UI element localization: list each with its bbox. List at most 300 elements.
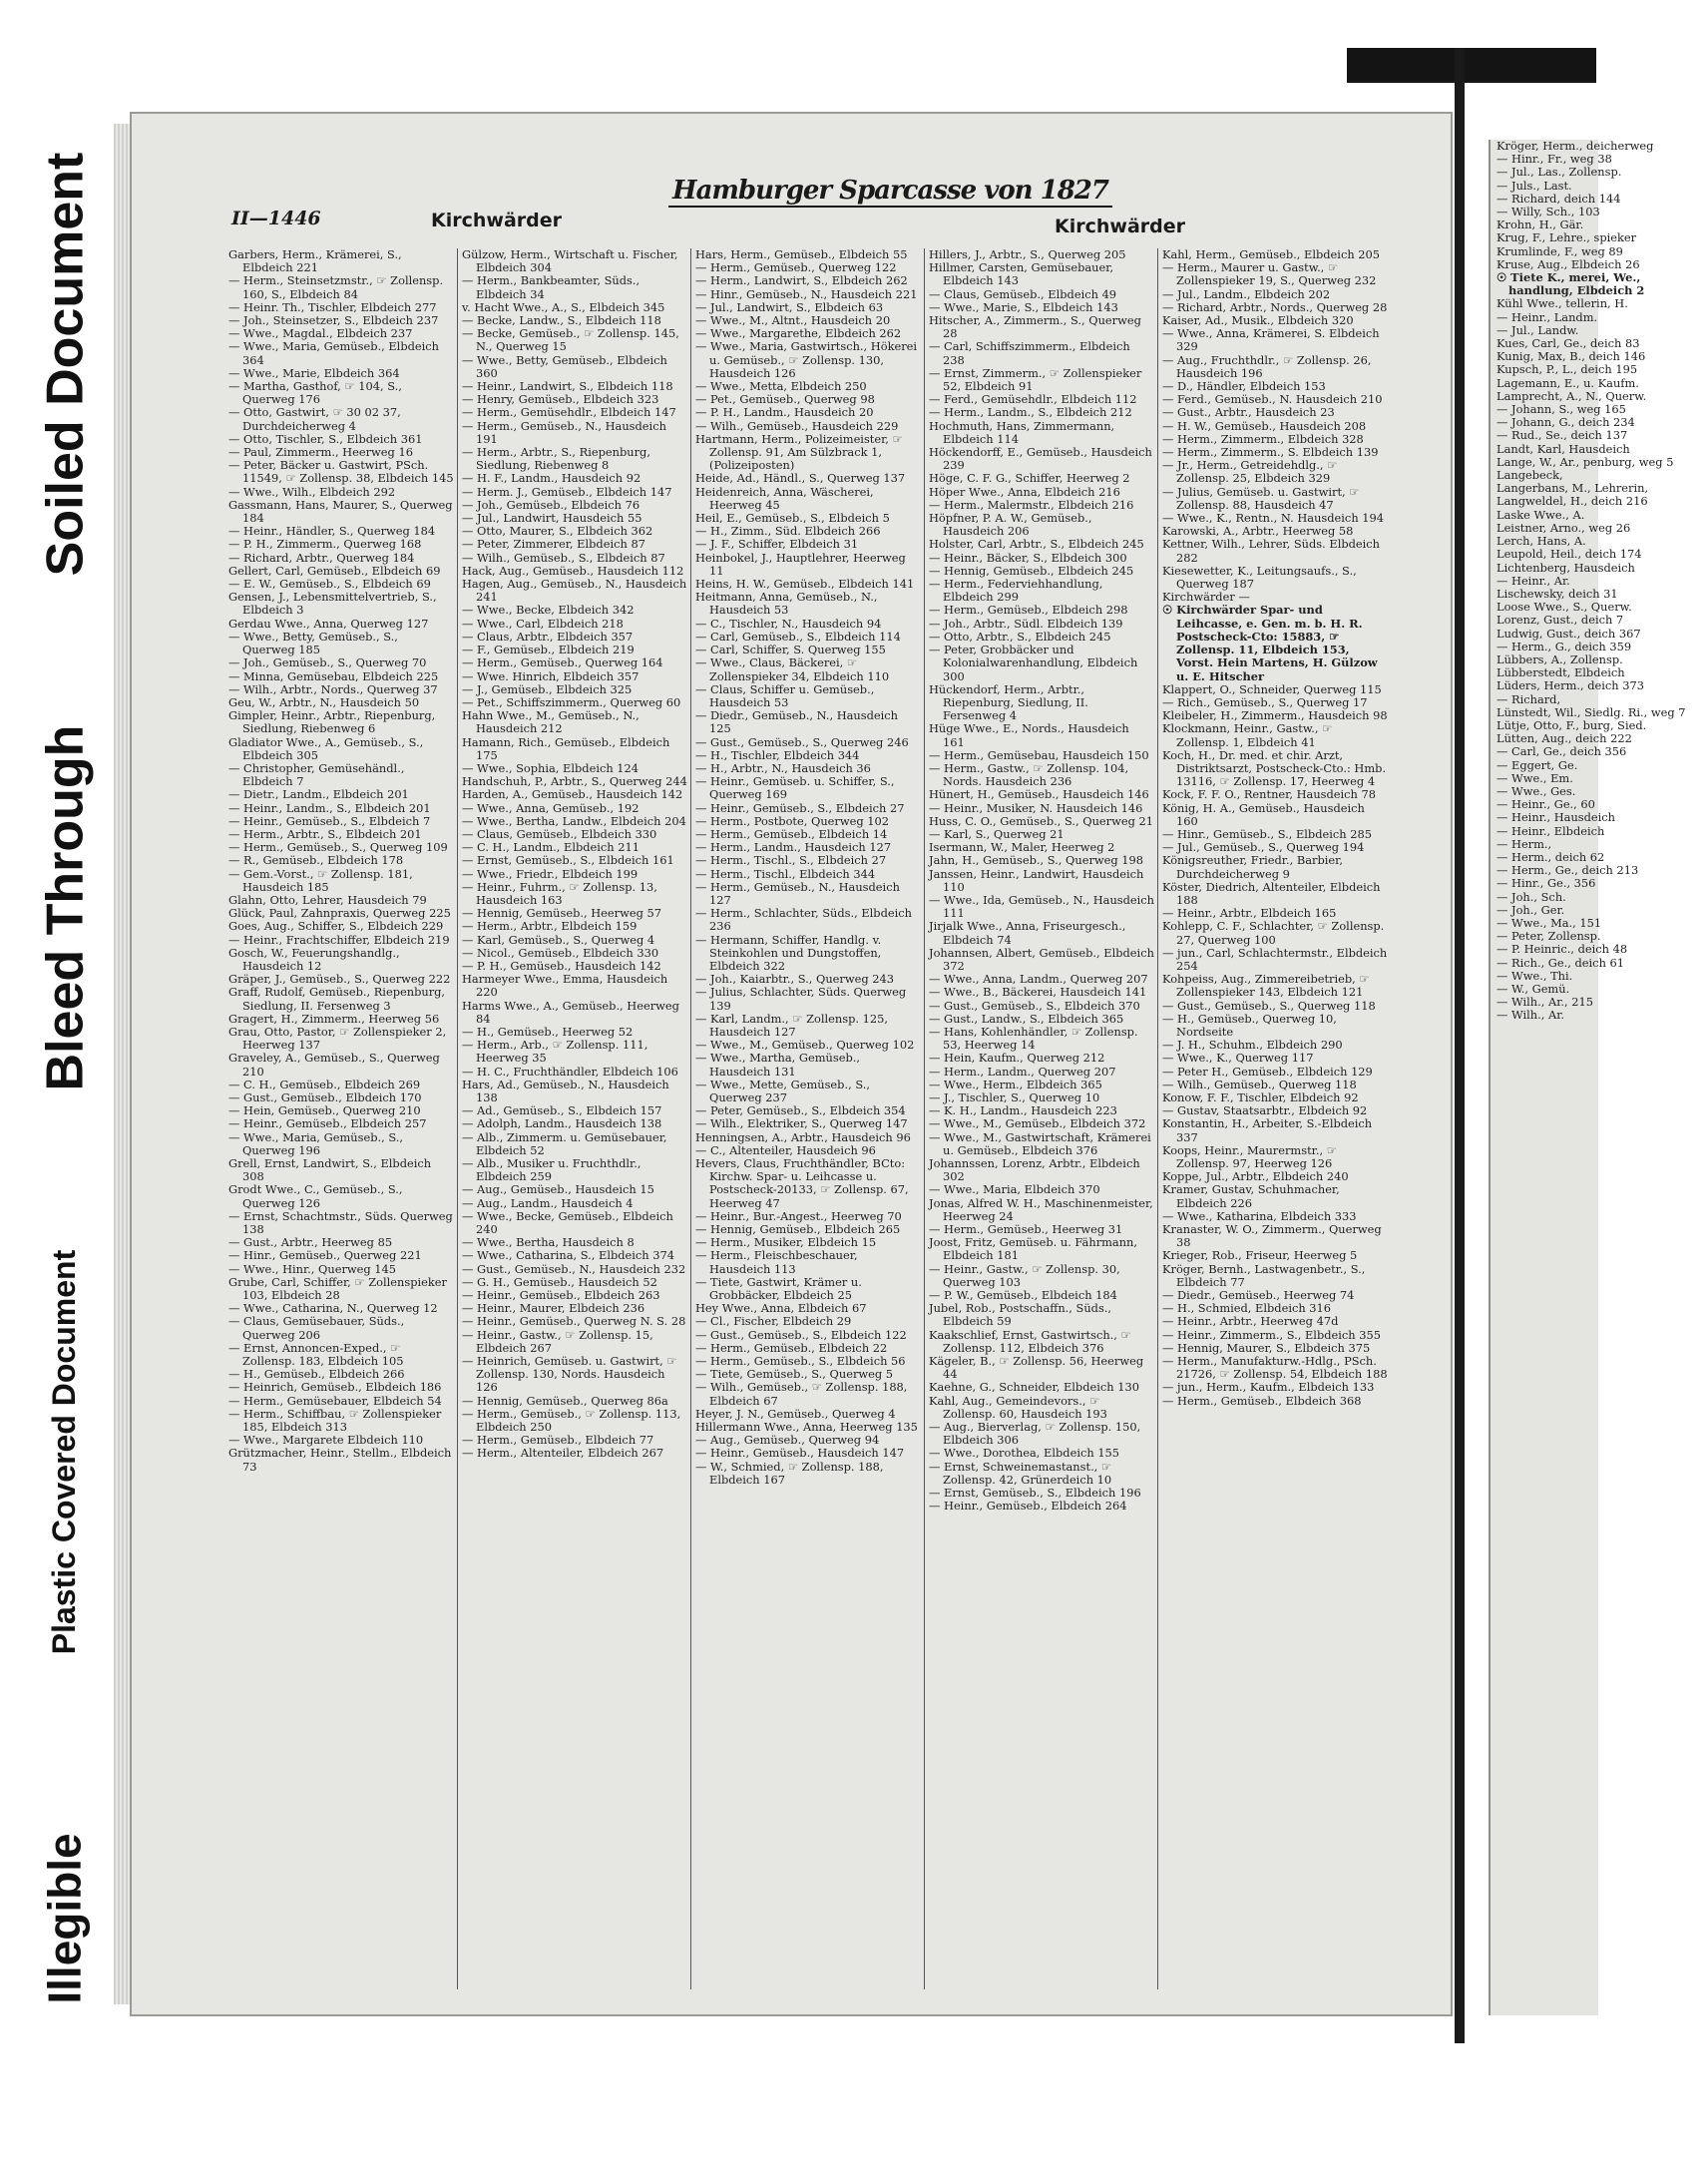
adjacent-page-entry: Kruse, Aug., Elbdeich 26	[1496, 256, 1640, 271]
directory-entry: Jahn, H., Gemüseb., S., Querweg 198	[929, 853, 1144, 868]
directory-entry: — Heinr. Th., Tischler, Elbdeich 277	[228, 299, 437, 314]
directory-entry: Harms Wwe., A., Gemüseb., Heerweg 84	[462, 998, 679, 1026]
directory-entry: — Tiete, Gastwirt, Krämer u. Grobbäcker, Elbdeich 25	[695, 1274, 862, 1303]
directory-entry: — Karl, S., Querweg 21	[929, 826, 1065, 841]
directory-entry: — J. H., Schuhm., Elbdeich 290	[1162, 1038, 1343, 1053]
directory-entry: Heidenreich, Anna, Wäscherei, Heerweg 45	[695, 484, 874, 512]
page-header	[231, 172, 1329, 237]
directory-entry: Königsreuther, Friedr., Barbier, Durchdeicherweg 9	[1162, 853, 1343, 881]
directory-entry: Hack, Aug., Gemüseb., Hausdeich 112	[462, 563, 684, 578]
adjacent-page-entry: Lange, W., Ar., penburg, weg 5	[1496, 454, 1674, 469]
directory-entry: Heinbokel, J., Hauptlehrer, Heerweg 11	[695, 550, 906, 578]
directory-entry: Hünert, H., Gemüseb., Hausdeich 146	[929, 787, 1149, 802]
adjacent-page-entry: Lütten, Aug., deich 222	[1496, 731, 1632, 746]
directory-entry: Grell, Ernst, Landwirt, S., Elbdeich 308	[228, 1156, 432, 1184]
directory-entry: — Wwe., Catharina, S., Elbdeich 374	[462, 1248, 675, 1263]
directory-entry: — Wwe., Betty, Gemüseb., Elbdeich 360	[462, 352, 667, 380]
directory-entry: Janssen, Heinr., Landwirt, Hausdeich 110	[929, 866, 1144, 894]
directory-entry: Glahn, Otto, Lehrer, Hausdeich 79	[228, 892, 427, 907]
directory-entry: Köster, Diedrich, Altenteiler, Elbdeich 188	[1162, 879, 1381, 907]
directory-entry: — Ferd., Gemüsehdlr., Elbdeich 112	[929, 392, 1137, 407]
directory-entry: — Herm., Postbote, Querweg 102	[695, 813, 889, 828]
directory-entry: Joost, Fritz, Gemüseb. u. Fährmann, Elbdeich 181	[929, 1235, 1138, 1263]
directory-entry: — W., Schmied, ☞ Zollensp. 188, Elbdeich 167	[695, 1459, 884, 1487]
directory-entry: — Wwe., M., Gastwirtschaft, Krämerei u. Gemüseb., Elbdeich 376	[929, 1129, 1151, 1157]
adjacent-page-entry: — Heinr., Landm.	[1496, 309, 1598, 324]
directory-entry: — C. H., Landm., Elbdeich 211	[462, 840, 640, 855]
directory-entry: Jonas, Alfred W. H., Maschinenmeister, Heerweg 24	[929, 1195, 1153, 1223]
directory-entry: Harden, A., Gemüseb., Hausdeich 142	[462, 787, 683, 802]
adjacent-page-entry: Lübberstedt, Elbdeich	[1496, 665, 1625, 680]
directory-entry: Höpfner, P. A. W., Gemüseb., Hausdeich 206	[929, 511, 1092, 539]
directory-entry: — Wwe., Bertha, Landw., Elbdeich 204	[462, 813, 686, 828]
directory-entry: — Minna, Gemüsebau, Elbdeich 225	[228, 668, 439, 683]
directory-entry: Hillmer, Carsten, Gemüsebauer, Elbdeich 143	[929, 260, 1114, 288]
directory-entry: — Heinr., Bäcker, S., Elbdeich 300	[929, 550, 1127, 565]
directory-entry: — Herm., Tischl., Elbdeich 344	[695, 866, 876, 881]
directory-entry: — Herm., Arb., ☞ Zollensp. 111, Heerweg 35	[462, 1038, 648, 1066]
directory-entry: — Otto, Gastwirt, ☞ 30 02 37, Durchdeicherweg 4	[228, 405, 401, 433]
directory-entry: — Heinr., Landwirt, S., Elbdeich 118	[462, 379, 673, 394]
adjacent-page-entry: Krug, F., Lehre., spieker	[1496, 230, 1637, 245]
adjacent-page-entry: Kupsch, P., L., deich 195	[1496, 362, 1638, 377]
directory-entry: — Jul., Gemüseb., S., Querweg 194	[1162, 840, 1365, 855]
directory-entry: — Karl, Gemüseb., S., Querweg 4	[462, 932, 655, 947]
adjacent-page-entry: Krumlinde, F., weg 89	[1496, 243, 1623, 258]
directory-entry: — Gust., Arbtr., Heerweg 85	[228, 1235, 393, 1250]
directory-entry: Kahl, Aug., Gemeindevors., ☞ Zollensp. 60, Hausdeich 193	[929, 1393, 1107, 1421]
directory-entry: Heitmann, Anna, Gemüseb., N., Hausdeich 53	[695, 590, 878, 618]
directory-entry: — Wilh., Gemüseb., ☞ Zollensp. 188, Elbdeich 67	[695, 1380, 908, 1408]
directory-entry: — Herm., Gemüseb., Elbdeich 368	[1162, 1393, 1362, 1408]
directory-entry: Hey Wwe., Anna, Elbdeich 67	[695, 1301, 867, 1316]
directory-entry: Konstantin, H., Arbeiter, S.-Elbdeich 337	[1162, 1116, 1373, 1144]
directory-entry: — Claus, Gemüseb., Elbdeich 49	[929, 286, 1117, 301]
directory-entry: — Heinr., Gemüseb., Hausdeich 147	[695, 1446, 905, 1461]
directory-entry: Kranaster, W. O., Zimmerm., Querweg 38	[1162, 1222, 1382, 1250]
directory-entry: — Heinr., Landm., S., Elbdeich 201	[228, 800, 431, 815]
directory-entry: — Gust., Gemüseb., S., Querweg 246	[695, 734, 909, 749]
directory-entry: — H. F., Landm., Hausdeich 92	[462, 471, 641, 486]
directory-entry: — Peter, Zimmerer, Elbdeich 87	[462, 537, 645, 552]
bleed-through-text: Bleed Through	[36, 724, 94, 1091]
directory-entry: — Peter, Grobbäcker und Kolonialwarenhandlung, Elbdeich 300	[929, 643, 1138, 683]
directory-entry: — Wwe., Margarete Elbdeich 110	[228, 1433, 424, 1448]
directory-entry: — Gust., Gemüseb., N., Hausdeich 232	[462, 1261, 686, 1276]
directory-entry: — P. H., Gemüseb., Hausdeich 142	[462, 958, 661, 973]
directory-entry: — Herm., Gemüseb., ☞ Zollensp. 113, Elbdeich 250	[462, 1406, 681, 1435]
directory-entry: Kirchwärder —	[1162, 590, 1250, 605]
directory-entry: — Aug., Gemüseb., Hausdeich 15	[462, 1182, 654, 1197]
directory-entry: Koops, Heinr., Maurermstr., ☞ Zollensp. 97, Heerweg 126	[1162, 1142, 1337, 1171]
directory-entry: — Herm., Gastw., ☞ Zollensp. 104, Nords. Hausdeich 236	[929, 760, 1129, 789]
directory-entry: — Ernst, Gemüseb., S., Elbdeich 196	[929, 1486, 1141, 1501]
directory-entry: — K. H., Landm., Hausdeich 223	[929, 1103, 1117, 1118]
directory-entry: — Gustav, Staatsarbtr., Elbdeich 92	[1162, 1103, 1368, 1118]
adjacent-page-entry: — Jul., Landw.	[1496, 322, 1579, 337]
directory-entry: — Cl., Fischer, Elbdeich 29	[695, 1314, 852, 1329]
directory-entry: Hitscher, A., Zimmerm., S., Querweg 28	[929, 313, 1141, 341]
directory-entry: — Ferd., Gemüseb., N. Hausdeich 210	[1162, 392, 1383, 407]
directory-entry: — Herm., Gemüseb., Querweg 164	[462, 655, 663, 670]
directory-entry: — J., Tischler, S., Querweg 10	[929, 1090, 1100, 1104]
directory-entry: Garbers, Herm., Krämerei, S., Elbdeich 221	[228, 247, 402, 275]
soiled-document-text: Soiled Document	[36, 152, 94, 577]
directory-entry: — Alb., Musiker u. Fruchthdlr., Elbdeich 259	[462, 1156, 641, 1184]
condition-stamps	[20, 95, 110, 2050]
directory-entry: Kohpeiss, Aug., Zimmereibetrieb, ☞ Zollenspieker 143, Elbdeich 121	[1162, 972, 1370, 1000]
bleed-through-label	[25, 693, 105, 1122]
directory-entry: — Wwe., M., Altnt., Hausdeich 20	[695, 313, 891, 328]
directory-entry: Kettner, Wilh., Lehrer, Süds. Elbdeich 282	[1162, 537, 1381, 565]
adjacent-page-entry: — Johann, G., deich 234	[1496, 415, 1635, 430]
directory-entry: — Hein, Gemüseb., Querweg 210	[228, 1103, 421, 1118]
directory-entry: — Wilh., Arbtr., Nords., Querweg 37	[228, 681, 438, 696]
adjacent-page-entry: Landt, Karl, Hausdeich	[1496, 441, 1630, 456]
adjacent-page-entry: — Wilh., Ar., 215	[1496, 995, 1594, 1010]
directory-entry: — Herm., Gemüsebau, Hausdeich 150	[929, 747, 1149, 762]
adjacent-page-entry: Langebeck,	[1496, 468, 1563, 483]
directory-entry: — Wwe., K., Querweg 117	[1162, 1051, 1314, 1066]
directory-entry: — Heinr., Gemüseb., Elbdeich 263	[462, 1288, 660, 1303]
directory-entry: — Herm., Gemüseb., N., Hausdeich 191	[462, 418, 666, 446]
directory-entry: — H., Gemüseb., Heerweg 52	[462, 1024, 634, 1039]
directory-entry: — Herm., Gemüseb., S., Querweg 109	[228, 840, 448, 855]
directory-entry: — Joh., Kaiarbtr., S., Querweg 243	[695, 972, 895, 987]
directory-entry: — Herm. J., Gemüseb., Elbdeich 147	[462, 484, 672, 499]
column-rule	[457, 248, 458, 1989]
directory-entry: — Aug., Landm., Hausdeich 4	[462, 1195, 634, 1210]
directory-entry: — J. F., Schiffer, Elbdeich 31	[695, 537, 859, 552]
directory-entry: — Martha, Gasthof, ☞ 104, S., Querweg 176	[228, 379, 402, 407]
directory-entry: Klockmann, Heinr., Gastw., ☞ Zollensp. 1, Elbdeich 41	[1162, 721, 1333, 749]
directory-entry: — Wwe., Marie, S., Elbdeich 143	[929, 299, 1118, 314]
directory-entry: — Otto, Maurer, S., Elbdeich 362	[462, 524, 653, 539]
directory-entry: — Gust., Gemüseb., S., Elbdeich 370	[929, 998, 1140, 1013]
directory-entry: — Wwe., Anna, Gemüseb., 192	[462, 800, 640, 815]
adjacent-page-entry: Lagemann, E., u. Kaufm.	[1496, 375, 1639, 390]
adjacent-page-entry: — Herm., deich 62	[1496, 849, 1605, 864]
directory-entry: Gladiator Wwe., A., Gemüseb., S., Elbdeich 305	[228, 734, 424, 762]
directory-entry: — Wwe., Margarethe, Elbdeich 262	[695, 326, 902, 341]
directory-entry: Geu, W., Arbtr., N., Hausdeich 50	[228, 694, 420, 709]
directory-entry: Karowski, A., Arbtr., Heerweg 58	[1162, 524, 1354, 539]
directory-entry: — Herm., Gemüseb., Elbdeich 14	[695, 826, 888, 841]
directory-entry: — Claus, Schiffer u. Gemüseb., Hausdeich 53	[695, 681, 875, 709]
directory-entry: — Wwe., M., Gemüseb., Querweg 102	[695, 1038, 915, 1053]
directory-entry: Kägeler, B., ☞ Zollensp. 56, Heerweg 44	[929, 1354, 1144, 1382]
directory-entry: Hochmuth, Hans, Zimmermann, Elbdeich 114	[929, 418, 1115, 446]
directory-entry: Konow, F. F., Tischler, Elbdeich 92	[1162, 1090, 1359, 1104]
directory-page	[130, 112, 1453, 2016]
directory-entry: — Herm., Schlachter, Süds., Elbdeich 236	[695, 906, 912, 934]
directory-entry: — Hennig, Maurer, S., Elbdeich 375	[1162, 1340, 1371, 1355]
directory-entry: — Wwe., Becke, Elbdeich 342	[462, 603, 635, 618]
directory-entry: — Herm., Landm., S., Elbdeich 212	[929, 405, 1132, 420]
directory-entry: — Wwe., Maria, Gemüseb., S., Querweg 196	[228, 1129, 404, 1157]
adjacent-page-entry: Langerbans, M., Lehrerin,	[1496, 481, 1649, 496]
illegible-text: Illegible	[39, 1832, 92, 2004]
directory-entry: — H., Arbtr., N., Hausdeich 36	[695, 760, 871, 775]
directory-entry: Harmeyer Wwe., Emma, Hausdeich 220	[462, 972, 668, 1000]
directory-entry: Grube, Carl, Schiffer, ☞ Zollenspieker 103, Elbdeich 28	[228, 1274, 447, 1303]
column-1	[228, 248, 454, 1989]
directory-entry: — Karl, Landm., ☞ Zollensp. 125, Hausdeich 127	[695, 1011, 888, 1039]
column-5	[1162, 248, 1388, 1989]
directory-entry: — Heinr., Gastw., ☞ Zollensp. 15, Elbdeich 267	[462, 1327, 653, 1355]
directory-entry: — Ernst, Gemüseb., S., Elbdeich 161	[462, 853, 674, 868]
directory-entry: — Herm., Gemüsehdlr., Elbdeich 147	[462, 405, 676, 420]
directory-entry: Johannsen, Albert, Gemüseb., Elbdeich 372	[929, 945, 1154, 973]
directory-entry: — Heinr., Gemüseb., S., Elbdeich 27	[695, 800, 905, 815]
directory-entry: — Tiete, Gemüseb., S., Querweg 5	[695, 1367, 894, 1382]
directory-entry: — Hinr., Gemüseb., N., Hausdeich 221	[695, 286, 918, 301]
directory-entry: — Wilh., Gemüseb., Hausdeich 229	[695, 418, 899, 433]
directory-entry: — Rich., Gemüseb., S., Querweg 17	[1162, 694, 1368, 709]
directory-entry: — Wwe., Anna, Krämerei, S. Elbdeich 329	[1162, 326, 1380, 354]
directory-entry: — Joh., Arbtr., Südl. Elbdeich 139	[929, 616, 1123, 631]
adjacent-page-entry: — Peter, Zollensp.	[1496, 929, 1601, 944]
headword-right: Kirchwärder	[1055, 216, 1185, 237]
directory-entry: — Ernst, Annoncen-Exped., ☞ Zollensp. 183, Elbdeich 105	[228, 1340, 404, 1369]
directory-entry: Hillers, J., Arbtr., S., Querweg 205	[929, 247, 1126, 261]
adjacent-page-entry: Langweldel, H., deich 216	[1496, 494, 1648, 509]
directory-entry: — Joh., Gemüseb., S., Querweg 70	[228, 655, 427, 670]
directory-entry: — Wwe., Bertha, Hausdeich 8	[462, 1235, 635, 1250]
adjacent-page-entry: Lerch, Hans, A.	[1496, 534, 1586, 549]
column-rule	[924, 248, 925, 1989]
directory-entry: — Heinr., Arbtr., Heerweg 47d	[1162, 1314, 1339, 1329]
directory-entry: — H., Schmied, Elbdeich 316	[1162, 1301, 1332, 1316]
directory-entry: ☉ Kirchwärder Spar- und Leihcasse, e. Gen. m. b. H. R. Postscheck-Cto: 15883, ☞ Zollensp. 11, Elbdeich 153, Vorst. Hein Martens, H. Gülzow u. E. Hitscher	[1162, 603, 1378, 683]
adjacent-page-entry: Lütje, Otto, F., burg, Sied.	[1496, 717, 1647, 732]
directory-entry: Gensen, J., Lebensmittelvertrieb, S., Elbdeich 3	[228, 590, 437, 618]
directory-entry: — Herm., Landm., Hausdeich 127	[695, 840, 892, 855]
directory-entry: — Wilh., Elektriker, S., Querweg 147	[695, 1116, 908, 1131]
directory-entry: Goes, Aug., Schiffer, S., Elbdeich 229	[228, 919, 444, 934]
directory-entry: — Herm., Gemüsebauer, Elbdeich 54	[228, 1393, 442, 1408]
directory-entry: Gellert, Carl, Gemüseb., Elbdeich 69	[228, 563, 441, 578]
directory-entry: — Herm., Fleischbeschauer, Hausdeich 113	[695, 1248, 858, 1276]
adjacent-page-entry: — Willy, Sch., 103	[1496, 205, 1600, 219]
adjacent-page-entry: — Heinr., Hausdeich	[1496, 810, 1616, 825]
directory-entry: — Heinr., Maurer, Elbdeich 236	[462, 1301, 645, 1316]
directory-entry: — Herm., Gemüseb., Elbdeich 77	[462, 1433, 654, 1448]
directory-entry: Hars, Herm., Gemüseb., Elbdeich 55	[695, 247, 908, 261]
directory-entry: Johannssen, Lorenz, Arbtr., Elbdeich 302	[929, 1156, 1140, 1184]
directory-entry: Koch, H., Dr. med. et chir. Arzt, Distriktsarzt, Postscheck-Cto.: Hmb. 13116, ☞ Zollensp. 17, Heerweg 4	[1162, 747, 1387, 789]
directory-entry: — Wwe., Anna, Landm., Querweg 207	[929, 972, 1148, 987]
directory-entry: Kaakschlief, Ernst, Gastwirtsch., ☞ Zollensp. 112, Elbdeich 376	[929, 1327, 1131, 1355]
directory-entry: — Herm., Musiker, Elbdeich 15	[695, 1235, 877, 1250]
directory-entry: — H., Gemüseb., Querweg 10, Nordseite	[1162, 1011, 1337, 1039]
column-2	[462, 248, 687, 1989]
directory-entry: Höge, C. F. G., Schiffer, Heerweg 2	[929, 471, 1130, 486]
directory-entry: — Claus, Arbtr., Elbdeich 357	[462, 629, 634, 644]
directory-entry: — P. H., Zimmerm., Querweg 168	[228, 537, 422, 552]
illegible-label	[25, 1786, 105, 2050]
adjacent-page-entry: — Rud., Se., deich 137	[1496, 428, 1628, 443]
directory-entry: König, H. A., Gemüseb., Hausdeich 160	[1162, 800, 1365, 828]
directory-entry: — Otto, Arbtr., S., Elbdeich 245	[929, 629, 1111, 644]
adjacent-page-entry: Krohn, H., Gär.	[1496, 217, 1584, 232]
directory-entry: — Herm., Zimmerm., S. Elbdeich 139	[1162, 445, 1379, 460]
directory-entry: — Dietr., Landm., Elbdeich 201	[228, 787, 409, 802]
directory-entry: — Ernst, Schweinemastanst., ☞ Zollensp. 42, Grünerdeich 10	[929, 1459, 1112, 1487]
directory-entry: — Heinr., Gemüseb., Elbdeich 264	[929, 1499, 1127, 1514]
directory-entry: v. Hacht Wwe., A., S., Elbdeich 345	[462, 299, 665, 314]
adjacent-page-entry: — Heinr., Ge., 60	[1496, 797, 1595, 812]
directory-entry: — Richard, Arbtr., Nords., Querweg 28	[1162, 299, 1388, 314]
directory-entry: — H., Zimm., Süd. Elbdeich 266	[695, 524, 881, 539]
adjacent-page-entry: — Heinr., Ar.	[1496, 573, 1570, 588]
directory-entry: — Herm., Gemüseb., Querweg 122	[695, 260, 897, 275]
directory-entry: — Heinr., Zimmerm., S., Elbdeich 355	[1162, 1327, 1381, 1342]
directory-entry: — Heinr., Fuhrm., ☞ Zollensp. 13, Hausdeich 163	[462, 879, 657, 907]
directory-entry: Henningsen, A., Arbtr., Hausdeich 96	[695, 1129, 911, 1144]
directory-entry: — Wwe., Friedr., Elbdeich 199	[462, 866, 639, 881]
adjacent-page-entry: — Herm., Ge., deich 213	[1496, 863, 1639, 878]
directory-entry: — Wwe., Metta, Elbdeich 250	[695, 379, 867, 394]
directory-entry: — Hennig, Gemüseb., Elbdeich 265	[695, 1222, 901, 1237]
directory-entry: — Heinr., Arbtr., Elbdeich 165	[1162, 906, 1337, 921]
directory-entry: — Heinr., Musiker, N. Hausdeich 146	[929, 800, 1143, 815]
plastic-covered-label	[25, 1152, 105, 1751]
directory-entry: Hahn Wwe., M., Gemüseb., N., Hausdeich 212	[462, 708, 640, 736]
adjacent-page-entry: Lorenz, Gust., deich 7	[1496, 613, 1624, 628]
directory-entry: Jirjalk Wwe., Anna, Friseurgesch., Elbdeich 74	[929, 919, 1126, 947]
directory-entry: — Wwe., Dorothea, Elbdeich 155	[929, 1446, 1120, 1461]
directory-entry: — R., Gemüseb., Elbdeich 178	[228, 853, 404, 868]
directory-entry: Hüge Wwe., E., Nords., Hausdeich 161	[929, 721, 1129, 749]
directory-entry: Grützmacher, Heinr., Stellm., Elbdeich 73	[228, 1446, 452, 1474]
directory-entry: — Wwe., Maria, Gastwirtsch., Hökerei u. Gemüseb., ☞ Zollensp. 130, Hausdeich 126	[695, 339, 918, 380]
adjacent-page-entry: Leupold, Heil., deich 174	[1496, 547, 1642, 562]
adjacent-page-entry: Kunig, Max, B., deich 146	[1496, 349, 1646, 364]
directory-entry: — Herm., Zimmerm., Elbdeich 328	[1162, 431, 1364, 446]
directory-entry: — Heinr., Gemüseb., Querweg N. S. 28	[462, 1314, 686, 1329]
page-number: II—1446	[231, 208, 321, 229]
directory-entry: Klappert, O., Schneider, Querweg 115	[1162, 681, 1382, 696]
directory-entry: — Herm., Federviehhandlung, Elbdeich 299	[929, 577, 1103, 605]
directory-entry: Kaiser, Ad., Musik., Elbdeich 320	[1162, 313, 1354, 328]
directory-entry: — H., Tischler, Elbdeich 344	[695, 747, 860, 762]
directory-entry: — Ernst, Zimmerm., ☞ Zollenspieker 52, Elbdeich 91	[929, 365, 1142, 394]
directory-entry: Kleibeler, H., Zimmerm., Hausdeich 98	[1162, 708, 1388, 723]
adjacent-page-entry: — Hinr., Fr., weg 38	[1496, 152, 1612, 167]
directory-entry: — E. W., Gemüseb., S., Elbdeich 69	[228, 577, 431, 592]
adjacent-page-entry: — Hinr., Ge., 356	[1496, 876, 1596, 891]
directory-entry: — Carl, Schiffszimmerm., Elbdeich 238	[929, 339, 1130, 367]
directory-entry: — Peter, Gemüseb., S., Elbdeich 354	[695, 1103, 906, 1118]
directory-entry: Hartmann, Herm., Polizeimeister, ☞ Zollensp. 91, Am Sülzbrack 1, (Polizeiposten)	[695, 431, 903, 473]
directory-entry: — Nicol., Gemüseb., Elbdeich 330	[462, 945, 659, 960]
directory-entry: — Wilh., Gemüseb., Querweg 118	[1162, 1077, 1357, 1091]
directory-entry: — Jul., Landwirt, Hausdeich 55	[462, 511, 642, 526]
adjacent-page-entry: Kröger, Herm., deicherweg	[1496, 139, 1654, 153]
adjacent-page-entry: Laske Wwe., A.	[1496, 507, 1585, 522]
adjacent-page-entry: — Joh., Ger.	[1496, 902, 1565, 917]
directory-entry: Gülzow, Herm., Wirtschaft u. Fischer, Elbdeich 304	[462, 247, 678, 275]
directory-entry: — Herm., Steinsetzmstr., ☞ Zollensp. 160, S., Elbdeich 84	[228, 273, 444, 301]
directory-entry: — Paul, Zimmerm., Heerweg 16	[228, 445, 413, 460]
directory-entry: — Wwe., Carl, Elbdeich 218	[462, 616, 624, 631]
directory-entry: — Alb., Zimmerm. u. Gemüsebauer, Elbdeich 52	[462, 1129, 667, 1157]
directory-entry: — Ernst, Schachtmstr., Süds. Querweg 138	[228, 1208, 453, 1237]
directory-entry: — Heinr., Bur.-Angest., Heerweg 70	[695, 1208, 902, 1223]
directory-entry: — Heinrich, Gemüseb. u. Gastwirt, ☞ Zollensp. 130, Nords. Hausdeich 126	[462, 1354, 677, 1395]
directory-entry: — Heinr., Gemüseb., Elbdeich 257	[228, 1116, 427, 1131]
directory-entry: — Aug., Gemüseb., Querweg 94	[695, 1433, 880, 1448]
directory-entry: Heide, Ad., Händl., S., Querweg 137	[695, 471, 906, 486]
directory-entry: — Herm., Gemüseb., Heerweg 31	[929, 1222, 1123, 1237]
directory-entry: — jun., Carl, Schlachtermstr., Elbdeich 254	[1162, 945, 1388, 973]
directory-entry: — Peter H., Gemüseb., Elbdeich 129	[1162, 1064, 1373, 1079]
directory-entry: — Wwe., Catharina, N., Querweg 12	[228, 1301, 438, 1316]
adjacent-page-entry: — Rich., Ge., deich 61	[1496, 955, 1625, 970]
soiled-document-label	[25, 95, 105, 634]
directory-entry: — Becke, Landw., S., Elbdeich 118	[462, 313, 661, 328]
directory-entry: Gragert, H., Zimmerm., Heerweg 56	[228, 1011, 440, 1026]
directory-entry: — Gust., Gemüseb., S., Elbdeich 122	[695, 1327, 907, 1342]
directory-entry: — Herm., Gemüseb., Elbdeich 298	[929, 603, 1128, 618]
directory-entry: Huss, C. O., Gemüseb., S., Querweg 21	[929, 813, 1154, 828]
directory-entry: Kramer, Gustav, Schuhmacher, Elbdeich 226	[1162, 1182, 1340, 1210]
directory-entry: — Herm., Landm., Querweg 207	[929, 1064, 1116, 1079]
adjacent-page-entry: Lamprecht, A., N., Querw.	[1496, 388, 1647, 403]
directory-entry: — C., Tischler, N., Hausdeich 94	[695, 616, 882, 631]
directory-entry: — Herm., Arbtr., S., Elbdeich 201	[228, 826, 422, 841]
adjacent-page-entry: — W., Gemü.	[1496, 982, 1570, 996]
directory-entry: Koppe, Jul., Arbtr., Elbdeich 240	[1162, 1169, 1349, 1184]
directory-entry: — Heinr., Frachtschiffer, Elbdeich 219	[228, 932, 450, 947]
directory-entry: — Hennig, Gemüseb., Querweg 86a	[462, 1393, 668, 1408]
directory-entry: — Herm., Maurer u. Gastw., ☞ Zollenspieker 19, S., Querweg 232	[1162, 260, 1377, 288]
directory-entry: — Aug., Fruchthdlr., ☞ Zollensp. 26, Hausdeich 196	[1162, 352, 1372, 380]
directory-entry: — Carl, Schiffer, S. Querweg 155	[695, 643, 886, 657]
adjacent-page-entry: Lischewsky, deich 31	[1496, 586, 1618, 601]
directory-entry: Kock, F. F. O., Rentner, Hausdeich 78	[1162, 787, 1377, 802]
adjacent-page-entry: — Wwe., Thi.	[1496, 968, 1573, 983]
directory-entry: Gosch, W., Feuerungshandlg., Hausdeich 12	[228, 945, 400, 973]
adjacent-page-entry: Lüders, Herm., deich 373	[1496, 678, 1645, 693]
directory-entry: — Herm., Manufakturw.-Hdlg., PSch. 21726, ☞ Zollensp. 54, Elbdeich 188	[1162, 1354, 1388, 1382]
sparcasse-logo: Hamburger Sparcasse von 1827	[668, 176, 1112, 208]
directory-entry: — Adolph, Landm., Hausdeich 138	[462, 1116, 662, 1131]
adjacent-page-entry: — Eggert, Ge.	[1496, 757, 1578, 772]
adjacent-page-entry: — Johann, S., weg 165	[1496, 402, 1626, 417]
directory-entry: — H. C., Fruchthändler, Elbdeich 106	[462, 1064, 678, 1079]
directory-entry: — Hans, Kohlenhändler, ☞ Zollensp. 53, Heerweg 14	[929, 1024, 1138, 1053]
adjacent-page-entry: Loose Wwe., S., Querw.	[1496, 600, 1632, 615]
adjacent-page-entry: — Wwe., Em.	[1496, 770, 1573, 785]
directory-entry: — Hein, Kaufm., Querweg 212	[929, 1051, 1105, 1066]
directory-entry: Heil, E., Gemüseb., S., Elbdeich 5	[695, 511, 890, 526]
directory-entry: — Pet., Gemüseb., Querweg 98	[695, 392, 875, 407]
directory-columns	[228, 248, 1386, 1989]
directory-entry: — jun., Herm., Kaufm., Elbdeich 133	[1162, 1380, 1375, 1395]
directory-entry: Jubel, Rob., Postschaffn., Süds., Elbdeich 59	[929, 1301, 1112, 1329]
directory-entry: — Wwe. Hinrich, Elbdeich 357	[462, 668, 640, 683]
directory-entry: — Christopher, Gemüsehändl., Elbdeich 7	[228, 760, 405, 789]
directory-entry: — P. W., Gemüseb., Elbdeich 184	[929, 1288, 1117, 1303]
directory-entry: Höckendorff, E., Gemüseb., Hausdeich 239	[929, 445, 1152, 473]
directory-entry: Holster, Carl, Arbtr., S., Elbdeich 245	[929, 537, 1144, 552]
directory-entry: — Peter, Bäcker u. Gastwirt, PSch. 11549, ☞ Zollensp. 38, Elbdeich 145	[228, 458, 454, 486]
adjacent-page-entry: Kühl Wwe., tellerin, H.	[1496, 296, 1628, 311]
directory-entry: — Wwe., Herm., Elbdeich 365	[929, 1077, 1102, 1091]
directory-entry: — Herm., Malermstr., Elbdeich 216	[929, 497, 1134, 512]
